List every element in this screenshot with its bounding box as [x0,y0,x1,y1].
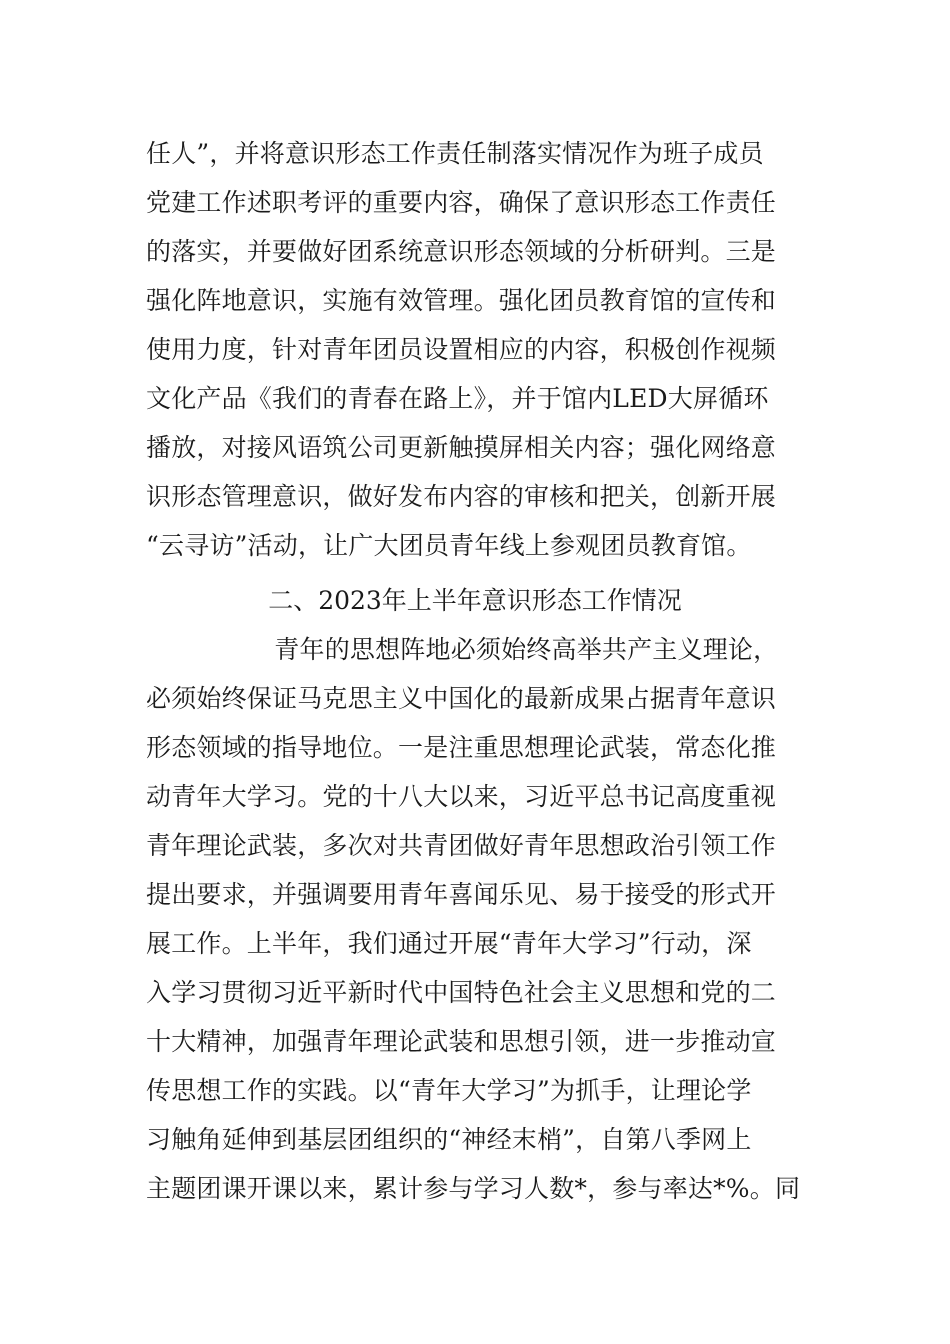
paragraph-section-2 [146,625,816,1213]
text-line: 习触角延伸到基层团组织的“神经末梢”，自第八季网上 [146,1125,752,1154]
text-line: 识形态管理意识，做好发布内容的审核和把关，创新开展 [146,482,777,511]
text-line: 青年的思想阵地必须始终高举共产主义理论， [258,635,779,664]
text-line: 形态领域的指导地位。一是注重思想理论武装，常态化推 [146,733,777,762]
text-line: 党建工作述职考评的重要内容，确保了意识形态工作责任 [146,188,777,217]
text-line: 主题团课开课以来，累计参与学习人数*，参与率达*%。同 [146,1174,801,1203]
text-line: 强化阵地意识，实施有效管理。强化团员教育馆的宣传和 [146,286,777,315]
text-line: 青年理论武装，多次对共青团做好青年思想政治引领工作 [146,831,777,860]
text-line: 的落实，并要做好团系统意识形态领域的分析研判。三是 [146,237,777,266]
text-line: 必须始终保证马克思主义中国化的最新成果占据青年意识 [146,684,777,713]
text-line: 动青年大学习。党的十八大以来，习近平总书记高度重视 [146,782,777,811]
text-line: 传思想工作的实践。以“青年大学习”为抓手，让理论学 [146,1076,752,1105]
text-line: 使用力度，针对青年团员设置相应的内容，积极创作视频 [146,335,777,364]
text-line: 播放，对接风语筑公司更新触摸屏相关内容；强化网络意 [146,433,777,462]
text-line: 展工作。上半年，我们通过开展“青年大学习”行动，深 [146,929,752,958]
text-line: 文化产品《我们的青春在路上》，并于馆内LED大屏循环 [146,384,769,413]
text-line: 十大精神，加强青年理论武装和思想引领，进一步推动宣 [146,1027,777,1056]
text-line: 入学习贯彻习近平新时代中国特色社会主义思想和党的二 [146,978,777,1007]
paragraph-continued [146,129,816,570]
text-line: 任人”，并将意识形态工作责任制落实情况作为班子成员 [146,139,764,168]
text-line: 提出要求，并强调要用青年喜闻乐见、易于接受的形式开 [146,880,777,909]
section-heading: 二、2023年上半年意识形态工作情况 [268,586,682,615]
text-line: “云寻访”活动，让广大团员青年线上参观团员教育馆。 [146,531,752,560]
